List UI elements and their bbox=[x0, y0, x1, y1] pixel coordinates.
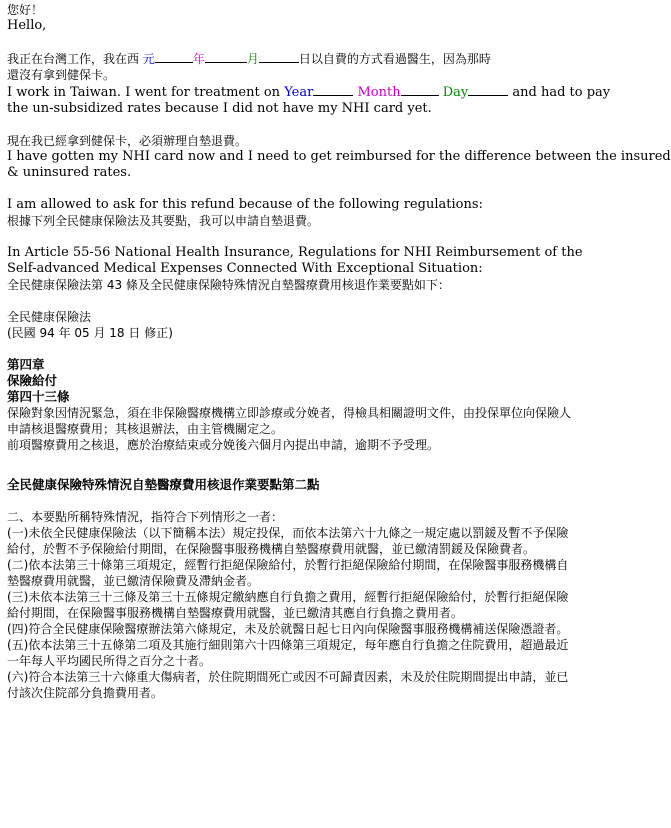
intro-en-year: Year bbox=[284, 85, 314, 100]
point2-heading: 全民健康保險特殊情況自墊醫療費用核退作業要點第二點 bbox=[7, 477, 320, 492]
spacer bbox=[7, 293, 574, 309]
article-paragraph-1: 保險對象因情況緊急，須在非保險醫療機構立即診療或分娩者，得檢具相關證明文件，由投保單位向保險人申請核退醫療費用；其核退辦法，由主管機關定之。 bbox=[7, 406, 572, 436]
spacer bbox=[7, 117, 574, 133]
list-item: (二)依本法第三十條第三項規定，經暫行拒絕保險給付，於暫行拒絕保險給付期間，在保險醫事服務機構自墊醫療費用就醫，並已繳清保險費及滯納金者。 bbox=[7, 558, 569, 588]
law-date: (民國 94 年 05 月 18 日 修正) bbox=[7, 326, 173, 340]
article-title: 第四十三條 bbox=[7, 389, 70, 404]
year-blank-en[interactable] bbox=[313, 83, 353, 96]
list-item: (五)依本法第三十五條第二項及其施行細則第六十四條第三項規定，每年應自行負擔之住院費用，超過最近一年每人平均國民所得之百分之十者。 bbox=[7, 638, 569, 668]
article-zh: 全民健康保險法第 43 條及全民健康保險特殊情況自墊醫療費用核退作業要點如下： bbox=[7, 278, 450, 292]
point2-intro: 二、本要點所稱特殊情況，指符合下列情形之一者： bbox=[7, 510, 284, 524]
list-item: (四)符合全民健康保險醫療辦法第六條規定，未及於就醫日起七日內向保險醫事服務機構補送保險憑證者。 bbox=[7, 622, 569, 636]
greeting-zh: 您好！ bbox=[7, 3, 44, 17]
card-en-line1: I have gotten my NHI card now and I need to get reimbursed for the difference between the insured bbox=[7, 149, 671, 164]
intro-zh-yuan: 元 bbox=[142, 52, 155, 66]
chapter-title: 第四章 bbox=[7, 357, 45, 372]
spacer bbox=[7, 34, 574, 50]
intro-zh-suffix: 日以自費的方式看過醫生，因為那時 bbox=[298, 52, 491, 66]
intro-zh-line1 bbox=[7, 50, 574, 67]
section-title: 保險給付 bbox=[7, 373, 58, 388]
intro-zh-yue: 月 bbox=[246, 52, 259, 66]
month-blank-en[interactable] bbox=[401, 83, 439, 96]
allowed-en: I am allowed to ask for this refund because of the following regulations: bbox=[7, 197, 483, 212]
intro-en-suffix: and had to pay bbox=[508, 85, 611, 100]
article-en-line1: In Article 55-56 National Health Insurance, Regulations for NHI Reimbursement of the bbox=[7, 245, 583, 260]
spacer bbox=[7, 181, 574, 197]
card-en-line2: & uninsured rates. bbox=[7, 165, 132, 180]
intro-en-prefix: I work in Taiwan. I went for treatment on bbox=[7, 85, 285, 100]
spacer bbox=[7, 453, 574, 477]
spacer bbox=[7, 493, 574, 509]
list-item: (六)符合本法第三十六條重大傷病者，於住院期間死亡或因不可歸責因素，未及於住院期間提出申請，並已付該次住院部分負擔費用者。 bbox=[7, 670, 569, 700]
intro-en-day: Day bbox=[442, 85, 469, 100]
article-en-line2: Self-advanced Medical Expenses Connected With Exceptional Situation: bbox=[7, 261, 483, 276]
intro-en-line1 bbox=[7, 83, 611, 101]
intro-zh-line2: 還沒有拿到健保卡。 bbox=[7, 68, 116, 82]
day-blank-en[interactable] bbox=[468, 83, 508, 96]
list-item: (一)未依全民健康保險法（以下簡稱本法）規定投保，而依本法第六十九條之一規定處以罰鍰及暫不予保險給付，於暫不予保險給付期間，在保險醫事服務機構自墊醫療費用就醫，並已繳清罰鍰及保險費者。 bbox=[7, 526, 569, 556]
allowed-zh: 根據下列全民健康保險法及其要點，我可以申請自墊退費。 bbox=[7, 214, 320, 228]
intro-zh-prefix: 我正在台灣工作，我在西 bbox=[7, 52, 143, 66]
spacer bbox=[7, 341, 574, 357]
month-blank-zh[interactable] bbox=[205, 50, 247, 63]
law-title: 全民健康保險法 bbox=[7, 310, 92, 324]
spacer bbox=[7, 229, 574, 245]
point2-list bbox=[7, 525, 574, 701]
card-zh: 現在我已經拿到健保卡，必須辦理自墊退費。 bbox=[7, 134, 248, 148]
year-blank-zh[interactable] bbox=[155, 50, 193, 63]
intro-en-month: Month bbox=[357, 85, 401, 100]
list-item: (三)未依本法第三十三條及第三十五條規定繳納應自行負擔之費用，經暫行拒絕保險給付，於暫行拒絕保險給付期間，在保險醫事服務機構自墊醫療費用就醫，並已繳清其應自行負擔之費用者。 bbox=[7, 590, 569, 620]
day-blank-zh[interactable] bbox=[259, 50, 299, 63]
intro-zh-nian: 年 bbox=[192, 52, 205, 66]
intro-en-line2: the un-subsidized rates because I did not have my NHI card yet. bbox=[7, 101, 432, 116]
greeting-en: Hello, bbox=[7, 18, 47, 33]
article-paragraph-2: 前項醫療費用之核退，應於治療結束或分娩後六個月內提出申請，逾期不予受理。 bbox=[7, 438, 440, 452]
